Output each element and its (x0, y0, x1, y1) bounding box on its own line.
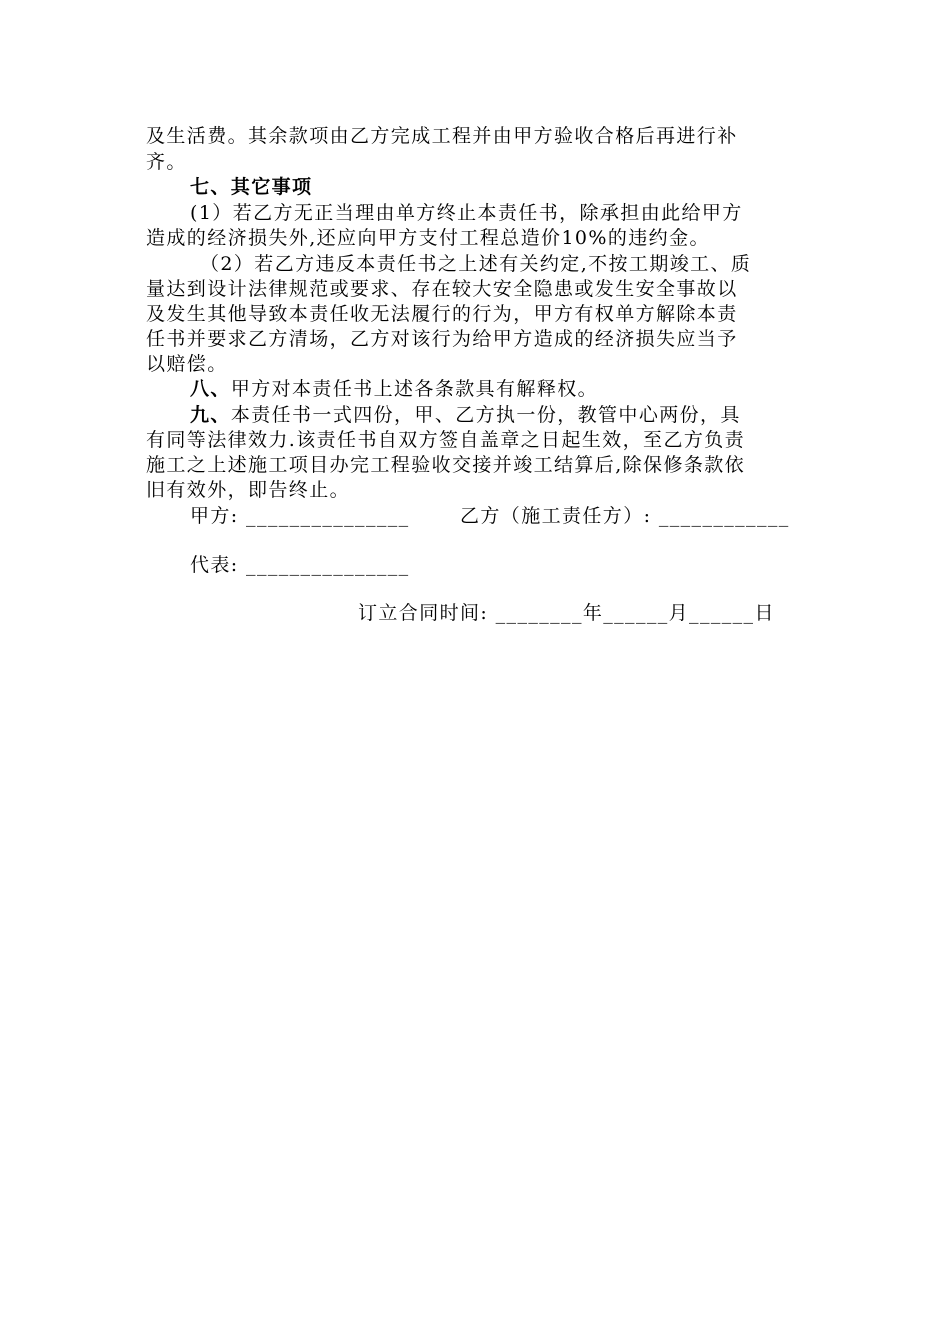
clause-7-2-line: 及发生其他导致本责任收无法履行的行为，甲方有权单方解除本责 (146, 303, 738, 325)
party-b-signature: 乙方（施工责任方）: ____________ (460, 505, 790, 527)
clause-7-2-line: 任书并要求乙方清场，乙方对该行为给甲方造成的经济损失应当予 (146, 328, 738, 350)
section-9-line: 旧有效外，即告终止。 (146, 479, 351, 501)
clause-7-1-line: 造成的经济损失外,还应向甲方支付工程总造价10%的违约金。 (146, 227, 710, 249)
clause-7-2-line: 量达到设计法律规范或要求、存在较大安全隐患或发生安全事故以 (146, 278, 738, 300)
section-9-line: 有同等法律效力.该责任书自双方签自盖章之日起生效，至乙方负责 (146, 429, 746, 451)
section-9 (190, 403, 741, 427)
section-9-line: 施工之上述施工项目办完工程验收交接并竣工结算后,除保修条款依 (146, 454, 746, 476)
section-8-label: 八、 (190, 378, 231, 400)
paragraph-line: 及生活费。其余款项由乙方完成工程并由甲方验收合格后再进行补 (146, 125, 738, 147)
representative-signature: 代表: _______________ (190, 554, 410, 576)
clause-7-2-line: 以赔偿。 (146, 353, 228, 375)
paragraph-line: 齐。 (146, 151, 187, 173)
section-8 (190, 377, 598, 401)
section-heading-7: 七、其它事项 (190, 176, 313, 198)
section-9-label: 九、 (190, 404, 231, 426)
party-a-signature: 甲方: _______________ (190, 505, 410, 527)
section-9-text: 本责任书一式四份，甲、乙方执一份，教管中心两份，具 (230, 404, 741, 426)
section-8-text: 甲方对本责任书上述各条款具有解释权。 (230, 378, 599, 400)
clause-7-2-line: （2）若乙方违反本责任书之上述有关约定,不按工期竣工、质 (200, 253, 752, 275)
contract-date: 订立合同时间: ________年______月______日 (358, 602, 775, 624)
clause-7-1-line: (1）若乙方无正当理由单方终止本责任书，除承担由此给甲方 (190, 202, 743, 224)
